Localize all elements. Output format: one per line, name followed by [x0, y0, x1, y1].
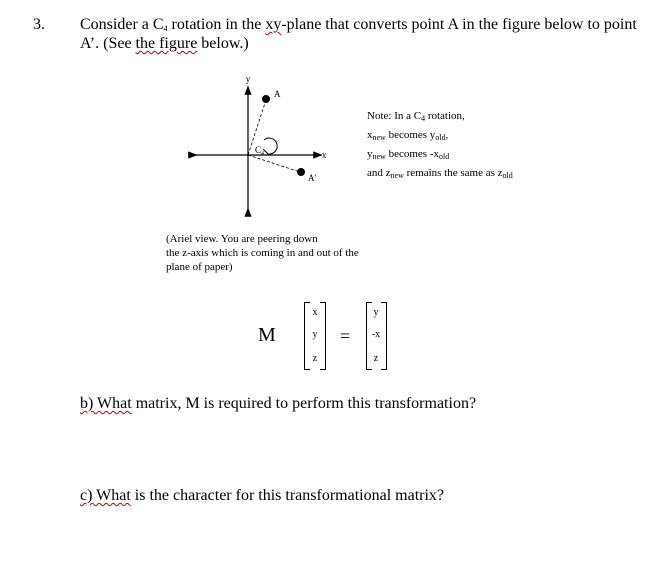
y-axis-label: y: [245, 74, 251, 84]
right-vector-3: z: [373, 353, 379, 364]
subscript: new: [372, 133, 386, 142]
question-text: -plane that converts point A in the figure below to point: [281, 16, 637, 33]
question-text: below.): [197, 35, 249, 52]
note-line-1: [367, 109, 513, 126]
note-text: becomes -x: [385, 148, 439, 160]
right-vector-1: y: [373, 307, 379, 318]
caption-line: the z-axis which is coming in and out of the: [166, 247, 359, 259]
question-text: A’. (See: [80, 35, 136, 52]
right-vector-2: -x: [371, 329, 381, 340]
question-text: rotation in the: [167, 16, 266, 33]
spellcheck-word: the figure: [135, 35, 198, 52]
point-a-label: A: [274, 89, 281, 99]
part-c-question: [80, 487, 444, 505]
question-text: matrix, M is required to perform this transformation?: [131, 395, 477, 412]
note-text: and z: [367, 167, 391, 179]
question-number: 3.: [33, 16, 45, 33]
x-axis-label: x: [322, 150, 327, 160]
question-text: is the character for this transformational matrix?: [130, 487, 445, 504]
note-text: x: [367, 129, 373, 141]
rotation-arrow-icon: [263, 138, 277, 154]
spellcheck-word: b) What: [80, 395, 132, 412]
subscript: old: [435, 133, 446, 142]
left-vector-z: z: [312, 353, 318, 364]
note: [367, 109, 513, 183]
note-line-3: [367, 147, 513, 164]
left-vector-y: y: [312, 329, 318, 340]
note-line-2: [367, 128, 513, 145]
caption-line: (Ariel view. You are peering down: [166, 233, 318, 245]
question-line-2: [80, 35, 249, 53]
note-text: y: [367, 148, 373, 160]
caption-line: plane of paper): [166, 261, 233, 273]
point-a-prime: [297, 168, 305, 176]
subscript: old: [502, 171, 513, 180]
note-text: ,: [445, 129, 449, 141]
subscript: new: [390, 171, 404, 180]
note-line-4: [367, 166, 513, 183]
matrix-symbol: M: [258, 324, 276, 346]
right-bracket: [320, 302, 326, 370]
part-b-question: [80, 395, 476, 413]
subscript: old: [438, 152, 450, 161]
point-a: [262, 95, 270, 103]
rotation-label-sub: 4: [261, 151, 265, 157]
question-text: Consider a C: [80, 16, 164, 33]
subscript: new: [372, 152, 386, 161]
subscript: 4: [421, 114, 426, 123]
figure-caption: [166, 232, 359, 274]
equals-sign: =: [340, 326, 351, 346]
note-text: becomes y: [385, 129, 436, 141]
point-a-prime-label: A': [308, 173, 317, 183]
subscript: 4: [163, 24, 168, 33]
note-text: remains the same as z: [403, 167, 503, 179]
dashed-line-a-prime: [248, 155, 300, 172]
left-vector-x: x: [312, 307, 318, 318]
spellcheck-word: xy: [265, 16, 282, 33]
spellcheck-word: c) What: [80, 487, 131, 504]
note-text: Note: In a C: [367, 110, 422, 122]
note-text: rotation,: [425, 110, 465, 122]
rotation-label-text: C: [255, 145, 262, 155]
rotation-figure: [180, 70, 350, 220]
question-line-1: [80, 16, 637, 34]
